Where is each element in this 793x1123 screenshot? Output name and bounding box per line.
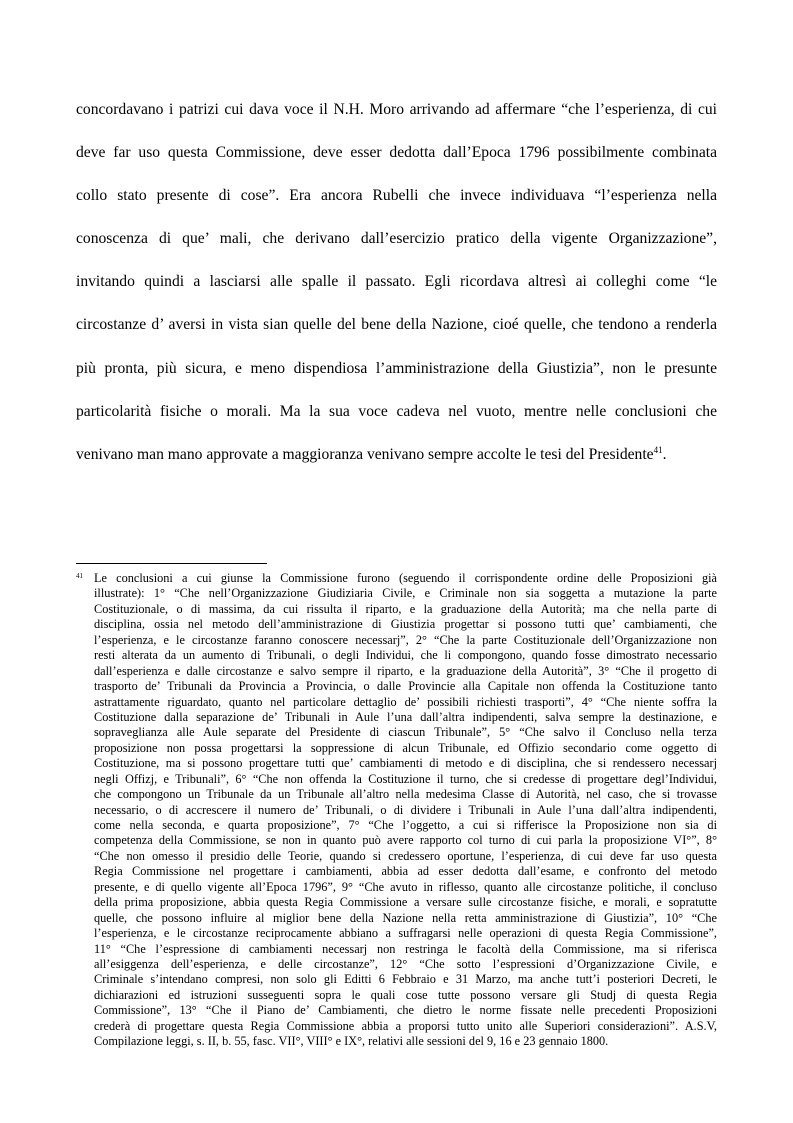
footnote-line: competenza della Commissione, se non in quanto può avere rapporto col turno di cui parla la proposizione VI°”, 8° bbox=[94, 833, 717, 848]
footnote-line: necessario, o di accrescere il numero de’ Tribunali, o di dividere i Tribunali in Aule l’una dall’altra indipendenti, bbox=[94, 802, 717, 817]
footnote-line: dall’esperienza e dalle circostanze e salvo sempre il riparto, e la graduazione della Autorità”, 3° “Che il progetto di bbox=[94, 663, 717, 678]
footnote-line: disciplina, ossia nel metodo dell’amministrazione di Giustizia progettar si possono tutti que’ cambiamenti, che bbox=[94, 617, 717, 632]
footnote-line: sopraveglianza alle Aule separate del Presidente di ciascun Tribunale”, 5° “Che salvo il Concluso nella terza bbox=[94, 725, 717, 740]
footnote-line: Costituzione, ma si possono progettare tutti que’ cambiamenti di metodo e di disciplina, che si rendessero necessarj bbox=[94, 756, 717, 771]
footnote-line: che compongono un Tribunale da un Tribunale all’altro nella medesima Classe di Autorità, nel caso, che si trovasse bbox=[94, 787, 717, 802]
footnote-line: illustrate): 1° “Che nell’Organizzazione Giudiziaria Civile, e Criminale non sia soggetta a mutazione la parte bbox=[94, 586, 717, 601]
body-line: deve far uso questa Commissione, deve esser dedotta dall’Epoca 1796 possibilmente combinata bbox=[76, 144, 717, 162]
body-line: invitando quindi a lasciarsi alle spalle il passato. Egli ricordava altresì ai colleghi come “le bbox=[76, 273, 717, 291]
footnote-line: astrattamente riguardato, quanto nel particolare dettaglio de’ possibili richiesti trasporti”, 4° “Che niente soffra la bbox=[94, 694, 717, 709]
body-line: più pronta, più sicura, e meno dispendiosa l’amministrazione della Giustizia”, non le presunte bbox=[76, 359, 717, 377]
body-line-text: venivano man mano approvate a maggioranza venivano sempre accolte le tesi del Presidente bbox=[76, 445, 654, 463]
footnote-separator bbox=[76, 563, 267, 564]
footnote-line: dichiarazioni ed istruzioni susseguenti sopra le quali cose tutte possono versare gli Studj di questa Regia bbox=[94, 987, 717, 1002]
footnote-line: quelle, che possono influire al miglior bene della Nazione nella retta amministrazione di Giustizia”, 10° “Che bbox=[94, 910, 717, 925]
body-line-last bbox=[76, 433, 717, 476]
body-paragraph bbox=[76, 88, 717, 476]
body-line: concordavano i patrizi cui dava voce il N.H. Moro arrivando ad affermare “che l’esperienza, di cui bbox=[76, 101, 717, 118]
footnote-line: come nella seconda, e quarta proposizione”, 7° “Che l’oggetto, a cui si rifferisce la Proposizione non sia di bbox=[94, 818, 717, 832]
body-line: particolarità fisiche o morali. Ma la sua voce cadeva nel vuoto, mentre nelle conclusioni che bbox=[76, 402, 717, 420]
footnote-line: Criminale s’intendano compresi, non solo gli Editti 6 Febbraio e 31 Marzo, ma anche tutt’i posteriori Decreti, le bbox=[94, 972, 717, 987]
footnote-line: proposizione non possa progettarsi la soppressione di alcun Tribunale, ed Offizio secondario come oggetto di bbox=[94, 740, 717, 755]
body-line: conoscenza di que’ mali, che derivano dall’esercizio pratico della vigente Organizzazione”, bbox=[76, 230, 717, 248]
footnote-line: Costituzione dalla separazione de’ Tribunali in Aule l’una dall’altra indipendenti, salva sempre la destinazione, e bbox=[94, 709, 717, 724]
footnote-line: presente, e di quello vigente all’Epoca 1796”, 9° “Che avuto in riflesso, quanto alle circostanze politiche, il concluso bbox=[94, 879, 717, 894]
footnote-reference[interactable]: 41 bbox=[653, 444, 663, 455]
footnote-line: Commissione”, 13° “Che il Piano de’ Cambiamenti, che dietro le norme fissate nelle precedenti Proposizioni bbox=[94, 1003, 717, 1018]
footnote-line: negli Offizj, e Tribunali”, 6° “Che non offenda la Costituzione il turno, che si credesse di progettare degl’Individui, bbox=[94, 771, 717, 786]
footnote-line: 11° “Che l’espressione di cambiamenti necessarj non restringa le facoltà della Commissione, ma si riferisca bbox=[94, 941, 717, 956]
footnote-marker: 41 bbox=[76, 572, 83, 580]
body-line: circostanze d’ aversi in vista sian quelle del bene della Nazione, cioé quelle, che tendono a renderla bbox=[76, 316, 717, 334]
footnote-line: Le conclusioni a cui giunse la Commissione furono (seguendo il corrispondente ordine delle Proposizioni già bbox=[94, 571, 717, 585]
footnote-line: crederà di progettare questa Regia Commissione abbia a proporsi tutto unito alle Superiori considerazioni”. A.S.V, bbox=[94, 1018, 717, 1033]
footnote-line: l’esperienza, e le circostanze reciprocamente abbiano a suffragarsi nelle operazioni di questa Regia Commissione”, bbox=[94, 926, 717, 941]
footnote-line: l’esperienza, e le circostanze faranno conoscere necessarj”, 2° “Che la parte Costituzionale dell’Organizzazione non bbox=[94, 632, 717, 647]
footnote-text bbox=[94, 571, 717, 1050]
footnote-line: all’esiggenza dell’esperienza, e delle circostanze”, 12° “Che sotto l’espressioni d’Organizzazione Civile, e bbox=[94, 956, 717, 971]
footnote-line: Regia Commissione nel progettare i cambiamenti, abbia ad esser dedotta dall’esame, e confronto del metodo bbox=[94, 864, 717, 879]
footnote-line: resti alterata da un aumento di Tribunali, o degli Individui, che li compongono, quando fosse dimostrato necessario bbox=[94, 648, 717, 663]
body-end-punct: . bbox=[662, 445, 667, 463]
footnote-line: Costituzionale, o di massima, da cui rissulta il riparto, e la graduazione della Autorità; ma che nella parte di bbox=[94, 601, 717, 616]
footnote-line: della prima proposizione, abbia questa Regia Commissione a versare sulle circostanze fisiche, e morali, e sopratutte bbox=[94, 895, 717, 910]
footnote-line: trasporto de’ Tribunali da Provincia a Provincia, o dalle Provincie alla Capitale non offenda la Costituzione tanto bbox=[94, 679, 717, 694]
footnote-line: “Che non omesso il presidio delle Teorie, quando si credessero oportune, l’esperienza, di cui deve far uso questa bbox=[94, 848, 717, 863]
body-line: collo stato presente di cose”. Era ancora Rubelli che invece individuava “l’esperienza nella bbox=[76, 187, 717, 205]
footnote-line-last: Compilazione leggi, s. II, b. 55, fasc. VII°, VIII° e IX°, relativi alle sessioni del 9, 16 e 23 gennaio 1800. bbox=[94, 1034, 609, 1049]
